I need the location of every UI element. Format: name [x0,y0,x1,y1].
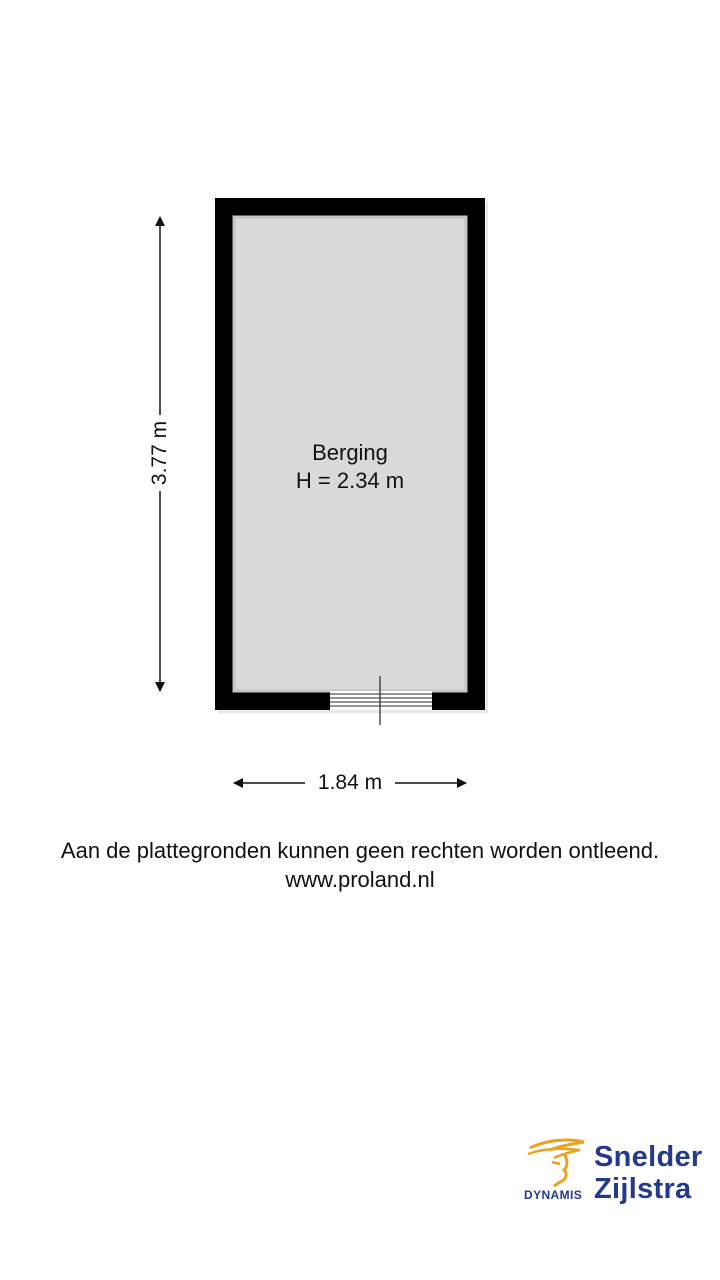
brand-name-line1: Snelder [594,1141,703,1173]
horizontal-dimension-label: 1.84 m [312,771,388,795]
website-link[interactable]: www.proland.nl [285,867,435,892]
company-logo [522,1136,712,1208]
dynamis-head-icon [524,1136,588,1188]
room-name: Berging [312,440,388,465]
brand-name-line2: Zijlstra [594,1173,692,1205]
dynamis-label: DYNAMIS [524,1188,583,1202]
room-height: H = 2.34 m [295,468,405,493]
disclaimer-text: Aan de plattegronden kunnen geen rechten worden ontleend. [60,838,660,863]
vertical-dimension-label: 3.77 m [148,415,172,491]
